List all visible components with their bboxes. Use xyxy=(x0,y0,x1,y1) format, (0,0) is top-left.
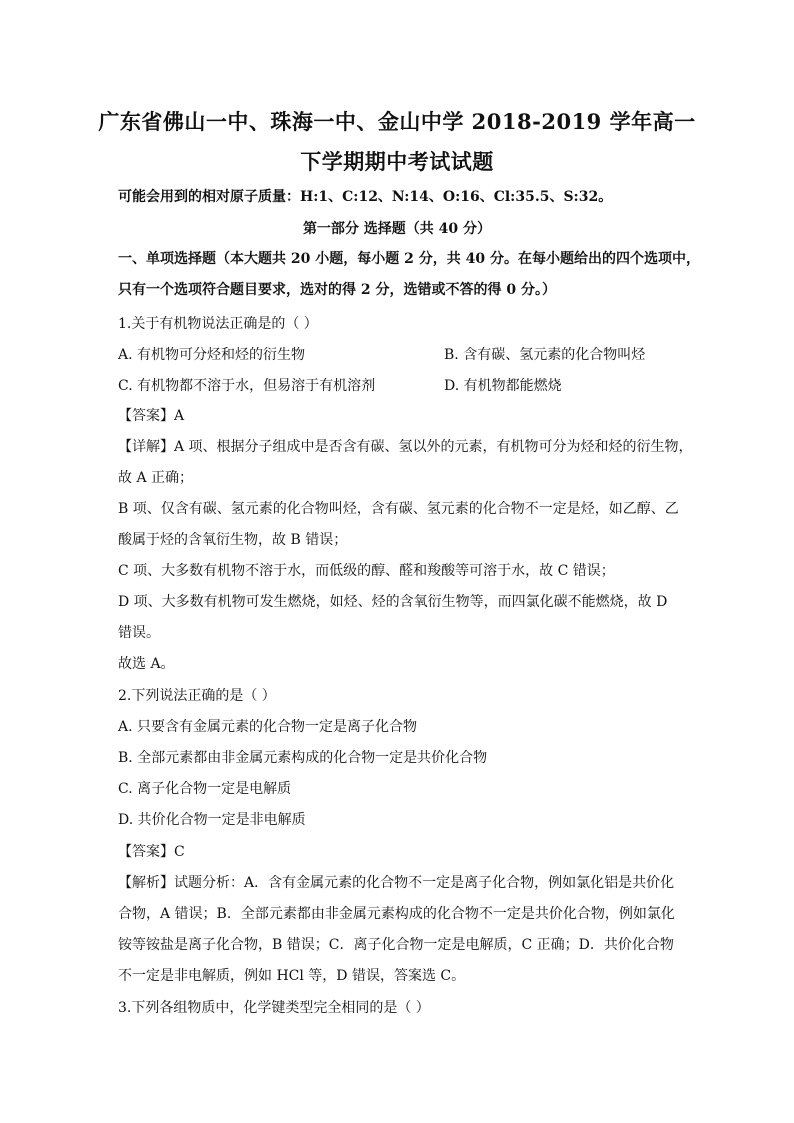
question-3-stem: 3.下列各组物质中，化学键类型完全相同的是（ ） xyxy=(118,1000,430,1016)
question-1-detail-line-7: 错误。 xyxy=(118,625,160,641)
question-1-option-b: B. 含有碳、氢元素的化合物叫烃 xyxy=(444,347,646,363)
question-1-stem: 1.关于有机物说法正确是的（ ） xyxy=(118,316,318,332)
question-1-detail-line-5: C 项、大多数有机物不溶于水，而低级的醇、醛和羧酸等可溶于水，故 C 错误； xyxy=(118,563,615,579)
question-1-option-d: D. 有机物都能燃烧 xyxy=(444,378,562,394)
question-2-stem: 2.下列说法正确的是（ ） xyxy=(118,688,276,704)
question-1-detail-line-2: 故 A 正确； xyxy=(118,470,194,486)
question-1-detail-line-6: D 项、大多数有机物可发生燃烧，如烃、烃的含氧衍生物等，而四氯化碳不能燃烧，故 D xyxy=(118,594,668,610)
section-intro-line-2: 只有一个选项符合题目要求，选对的得 2 分，选错或不答的得 0 分。） xyxy=(118,282,556,298)
question-1-option-c: C. 有机物都不溶于水，但易溶于有机溶剂 xyxy=(118,378,376,394)
question-2-option-d: D. 共价化合物一定是非电解质 xyxy=(118,812,306,828)
question-2-analysis-line-1: 【解析】试题分析：A．含有金属元素的化合物不一定是离子化合物，例如氯化铝是共价化 xyxy=(118,875,675,891)
question-1-answer: 【答案】A xyxy=(118,408,185,424)
part-heading: 第一部分 选择题（共 40 分） xyxy=(302,221,492,237)
question-2-option-a: A. 只要含有金属元素的化合物一定是离子化合物 xyxy=(118,719,418,735)
question-1-detail-line-1: 【详解】A 项、根据分子组成中是否含有碳、氢以外的元素，有机物可分为烃和烃的衍生物， xyxy=(118,439,693,455)
question-1-detail-line-3: B 项、仅含有碳、氢元素的化合物叫烃，含有碳、氢元素的化合物不一定是烃，如乙醇、乙 xyxy=(118,501,679,517)
question-2-analysis-line-4: 不一定是非电解质，例如 HCl 等，D 错误，答案选 C。 xyxy=(118,968,466,984)
question-2-answer: 【答案】C xyxy=(118,844,185,860)
question-2-option-b: B. 全部元素都由非金属元素构成的化合物一定是共价化合物 xyxy=(118,750,488,766)
question-1-conclusion: 故选 A。 xyxy=(118,656,175,672)
question-2-analysis-line-2: 合物，A 错误；B．全部元素都由非金属元素构成的化合物不一定是共价化合物，例如氯化 xyxy=(118,906,675,922)
question-1-option-a: A. 有机物可分烃和烃的衍生物 xyxy=(118,347,306,363)
title-line-1: 广东省佛山一中、珠海一中、金山中学 2018-2019 学年高一 xyxy=(98,109,696,134)
question-2-option-c: C. 离子化合物一定是电解质 xyxy=(118,781,292,797)
question-1-detail-line-4: 酸属于烃的含氧衍生物，故 B 错误； xyxy=(118,532,348,548)
atomic-masses-note: 可能会用到的相对原子质量：H:1、C:12、N:14、O:16、Cl:35.5、S:32。 xyxy=(118,189,613,205)
section-intro-line-1: 一、单项选择题（本大题共 20 小题，每小题 2 分，共 40 分。在每小题给出的四个选项中， xyxy=(118,251,700,267)
question-2-analysis-line-3: 铵等铵盐是离子化合物，B 错误；C．离子化合物一定是电解质，C 正确；D．共价化合物 xyxy=(118,937,674,953)
title-line-2: 下学期期中考试试题 xyxy=(300,149,494,174)
